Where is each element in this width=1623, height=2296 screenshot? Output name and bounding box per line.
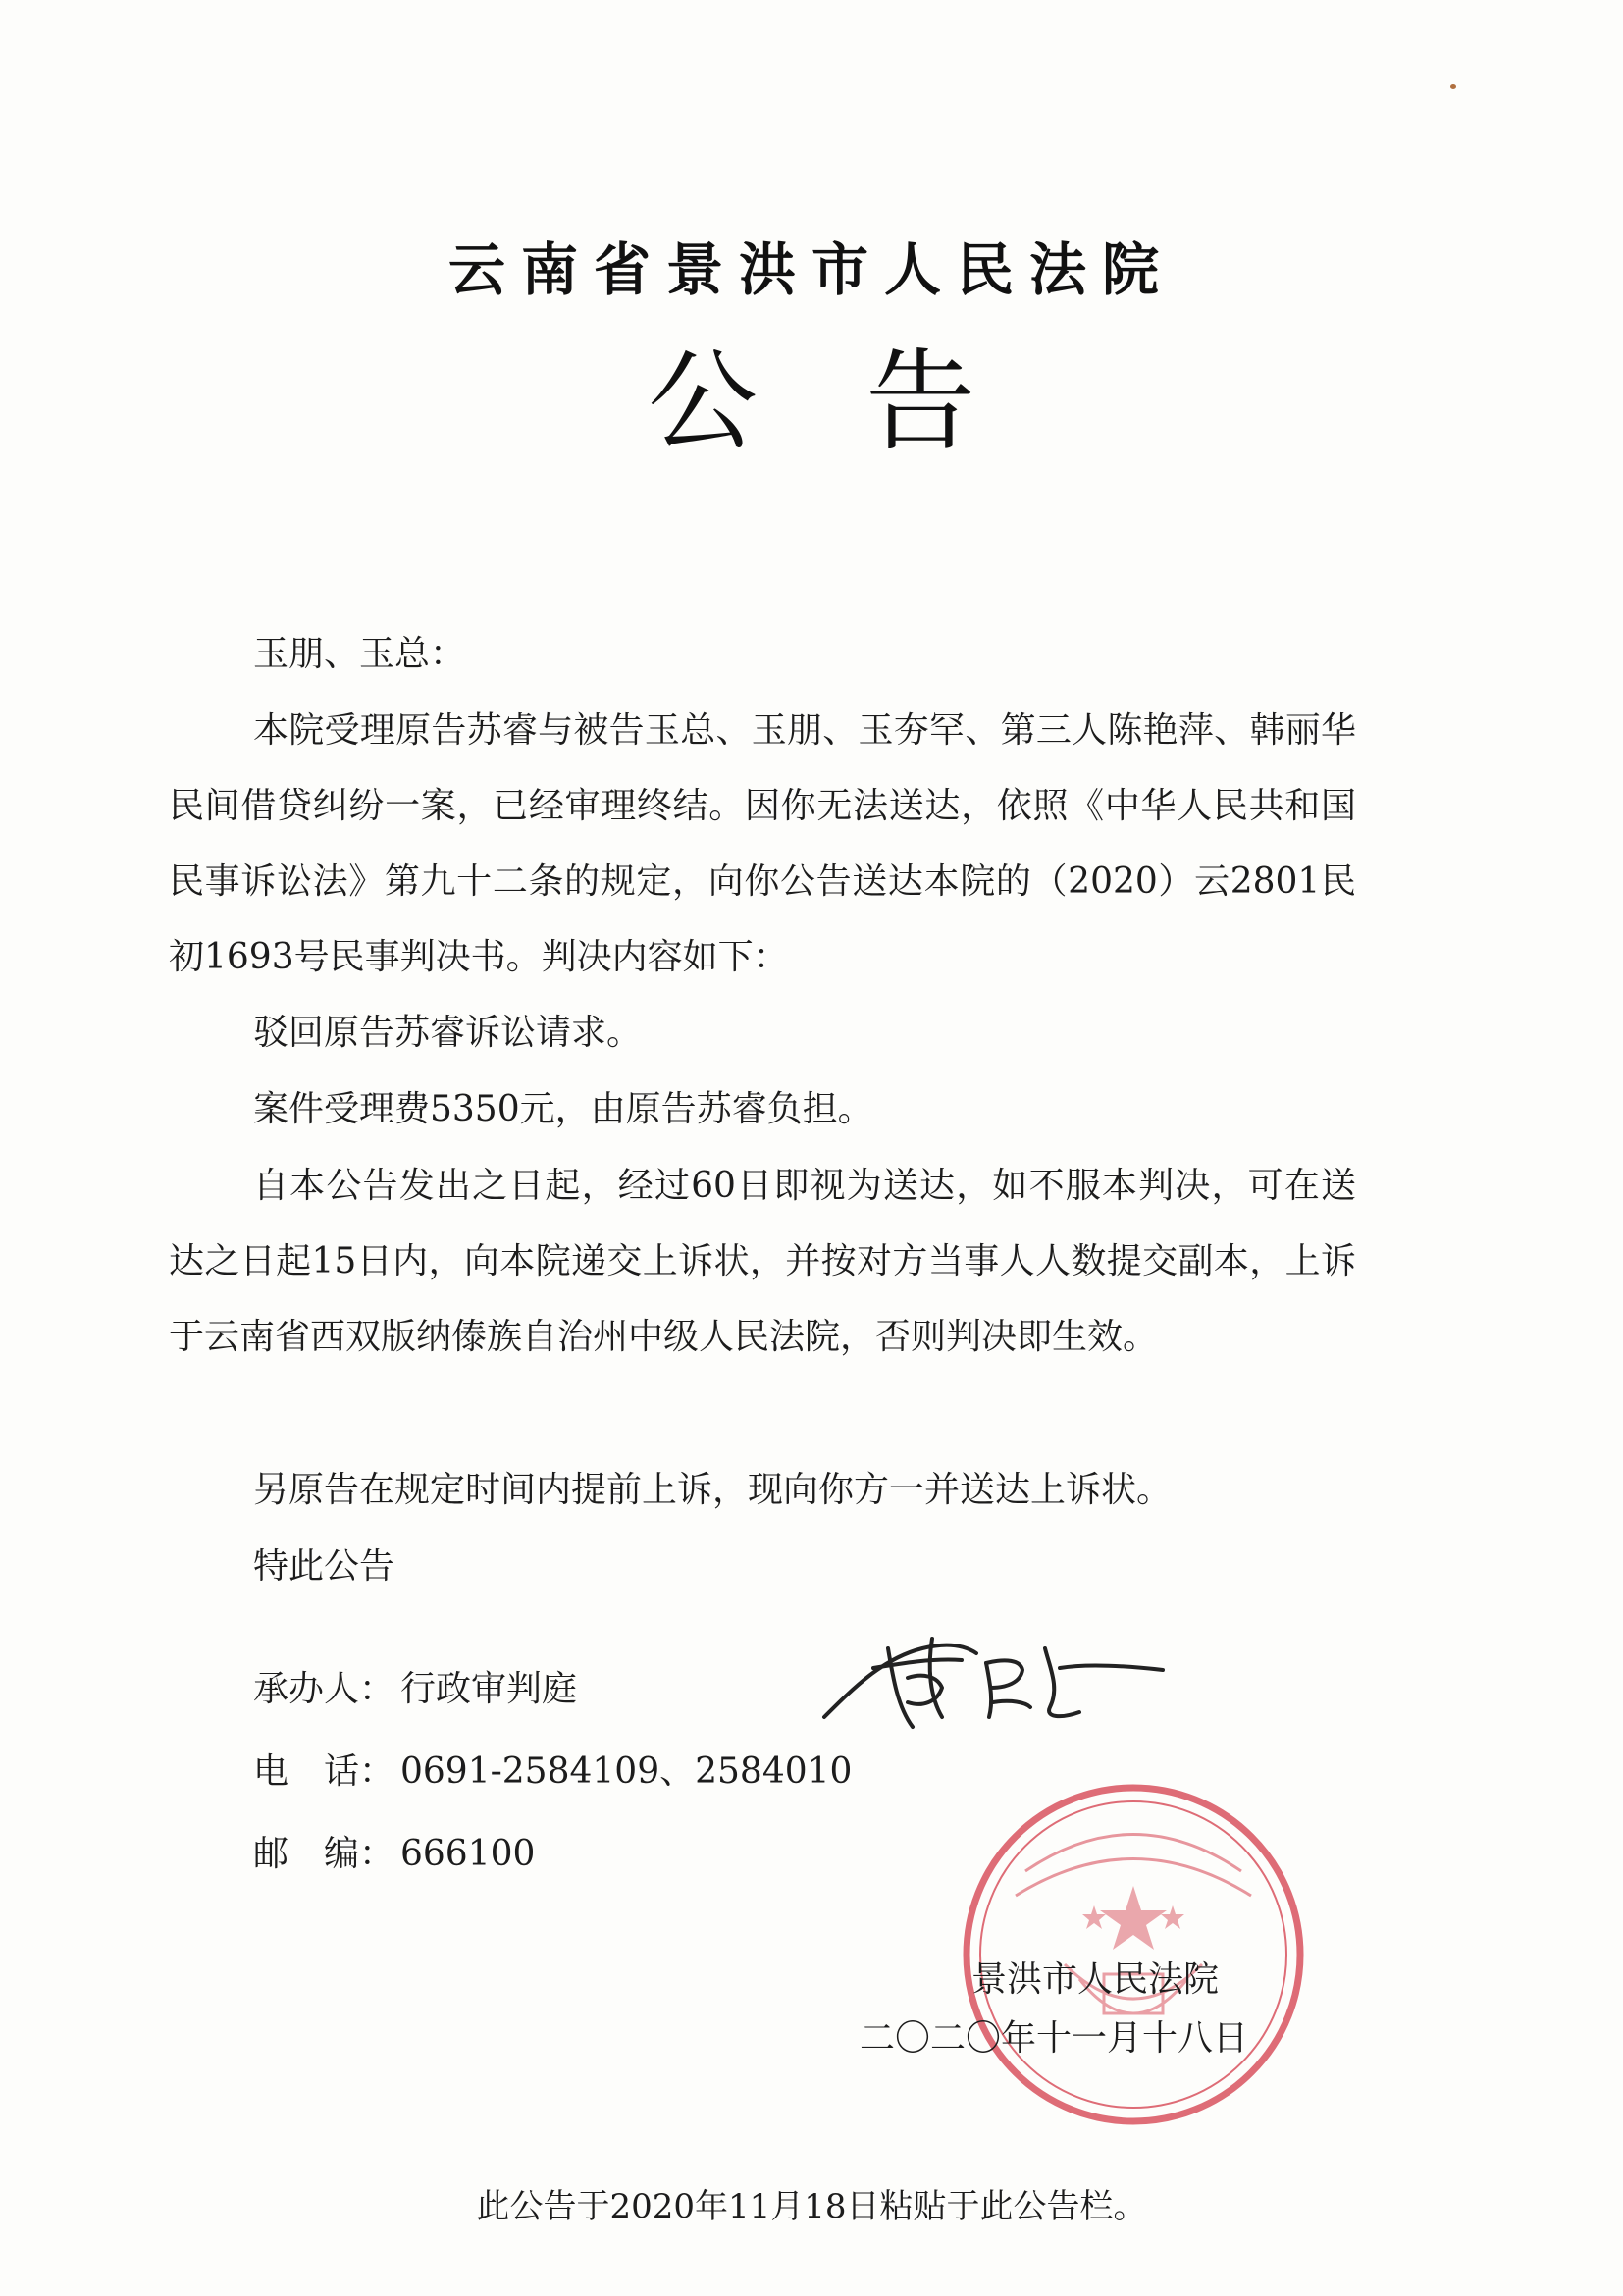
handler-label: 承办人： <box>253 1669 395 1709</box>
phone-value: 0691-2584109、2584010 <box>400 1751 853 1792</box>
paragraph-closing: 特此公告 <box>253 1546 395 1587</box>
handwritten-signature <box>814 1609 1178 1737</box>
postcode-label: 邮 编： <box>253 1834 395 1874</box>
paragraph-case-summary: 本院受理原告苏睿与被告玉总、玉朋、玉夯罕、第三人陈艳萍、韩丽华民间借贷纠纷一案，已经审理终结。因你无法送达，依照《中华人民共和国民事诉讼法》第九十二条的规定，向你公告送达本院的（2020）云2801民初1693号民事判决书。判决内容如下： <box>169 710 1356 977</box>
court-name-heading: 云南省景洪市人民法院 <box>447 236 1175 303</box>
phone-label: 电 话： <box>253 1751 395 1792</box>
paragraph-appeal-delivery: 另原告在规定时间内提前上诉，现向你方一并送达上诉状。 <box>253 1470 1173 1510</box>
signoff-court: 景洪市人民法院 <box>971 1959 1220 2000</box>
paragraph-appeal-rights: 自本公告发出之日起，经过60日即视为送达，如不服本判决，可在送达之日起15日内，向本院递交上诉状，并按对方当事人人数提交副本，上诉于云南省西双版纳傣族自治州中级人民法院，否则判决即生效。 <box>169 1166 1356 1357</box>
paragraph-judgment-item-2: 案件受理费5350元，由原告苏睿负担。 <box>253 1089 873 1129</box>
contact-handler <box>253 1660 577 1719</box>
paper-speck <box>1450 84 1456 89</box>
notice-title: 公告 <box>648 339 1083 466</box>
contact-postcode <box>253 1825 535 1884</box>
handler-value: 行政审判庭 <box>400 1669 578 1709</box>
postcode-value: 666100 <box>400 1834 536 1874</box>
paragraph-judgment-item-1: 驳回原告苏睿诉讼请求。 <box>253 1013 643 1053</box>
salutation: 玉朋、玉总： <box>253 634 466 674</box>
contact-phone <box>253 1743 852 1801</box>
signoff-date: 二〇二〇年十一月十八日 <box>860 2018 1249 2059</box>
posting-note: 此公告于2020年11月18日粘贴于此公告栏。 <box>476 2187 1147 2226</box>
